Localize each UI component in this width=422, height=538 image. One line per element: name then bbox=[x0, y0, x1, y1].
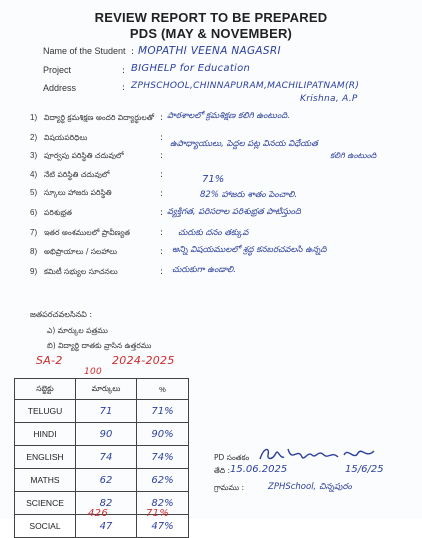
project-label: Project bbox=[43, 65, 72, 75]
date-value-2: 15/6/25 bbox=[345, 464, 384, 475]
q-number: 7) bbox=[30, 228, 38, 237]
q-number: 2) bbox=[30, 133, 38, 142]
colon: : bbox=[160, 208, 164, 218]
q-number: 1) bbox=[30, 113, 38, 122]
table-row bbox=[15, 446, 189, 469]
report-title: REVIEW REPORT TO BE PREPARED bbox=[94, 10, 328, 25]
village-label: గ్రామము : bbox=[214, 483, 245, 492]
q-text: కమిటీ సభ్యుల సూచనలు bbox=[44, 267, 118, 276]
table-row bbox=[15, 469, 189, 492]
percent-cell: 74% bbox=[137, 446, 189, 469]
q-answer: వ్యక్తిగత, పరిసరాల పరిశుభ్రత పాటిస్తుంది bbox=[167, 207, 301, 217]
max-marks: 100 bbox=[84, 367, 103, 377]
exam-year: 2024-2025 bbox=[112, 354, 175, 367]
column-header-subject: సబ్జెక్టు bbox=[15, 379, 76, 400]
marks-cell: 62 bbox=[76, 469, 137, 492]
colon: : bbox=[160, 170, 164, 180]
q-number: 8) bbox=[30, 247, 38, 256]
q-number: 6) bbox=[30, 208, 38, 217]
percent-cell: 71% bbox=[137, 400, 189, 423]
colon: : bbox=[160, 133, 164, 143]
evaluation-item-b: బి) విద్యార్థి దాతకు వ్రాసిన ఉత్తరము bbox=[47, 341, 152, 350]
signature-scribble bbox=[258, 443, 378, 465]
marks-cell: 90 bbox=[76, 423, 137, 446]
marks-cell: 71 bbox=[76, 400, 137, 423]
column-header-marks: మార్కులు bbox=[76, 379, 137, 400]
q-text: పరిశుభ్రత bbox=[44, 208, 72, 217]
colon: : bbox=[122, 83, 126, 93]
marks-cell: 82 bbox=[76, 492, 137, 515]
pd-signature-label: PD సంతకం bbox=[214, 453, 250, 462]
q-answer: 71% bbox=[202, 174, 225, 185]
subject-cell: ENGLISH bbox=[15, 446, 76, 469]
q-answer: 82% హాజరు శాతం పెంచాలి. bbox=[200, 190, 298, 200]
date-value: 15.06.2025 bbox=[230, 464, 288, 475]
q-text: ఇతర అంశములలో ప్రావీణ్యత bbox=[44, 228, 131, 237]
exam-label: SA-2 bbox=[36, 354, 63, 367]
subject-cell: MATHS bbox=[15, 469, 76, 492]
colon: : bbox=[160, 189, 164, 199]
q-answer-continued: కలిగి ఉంటుంది bbox=[330, 151, 377, 160]
q-answer: ఉపాధ్యాయులు, పెద్దల పట్ల వినయ విధేయత bbox=[170, 139, 318, 149]
colon: : bbox=[131, 47, 135, 57]
total-marks: 426 bbox=[88, 508, 108, 519]
report-subtitle: PDS (MAY & NOVEMBER) bbox=[129, 26, 293, 41]
table-row bbox=[15, 400, 189, 423]
evaluation-item-a: ఎ) మార్కుల పత్రము bbox=[47, 326, 108, 335]
student-name-label: Name of the Student bbox=[43, 46, 126, 56]
subject-cell: HINDI bbox=[15, 423, 76, 446]
q-number: 5) bbox=[30, 188, 38, 197]
q-answer: చురుకుగా ఉండాలి. bbox=[172, 265, 236, 275]
marks-cell: 47 bbox=[76, 515, 137, 538]
village-value: ZPHSchool, చిన్నపురం bbox=[268, 482, 352, 492]
colon: : bbox=[160, 267, 164, 277]
q-text: పూర్వపు పరిస్థితి చదువులో bbox=[44, 151, 124, 160]
colon: : bbox=[122, 66, 126, 76]
address-line-2: Krishna, A.P bbox=[300, 94, 358, 104]
evaluation-heading: జతపరచవలసినవి : bbox=[30, 310, 93, 319]
subject-cell: SOCIAL bbox=[15, 515, 76, 538]
table-row bbox=[15, 423, 189, 446]
q-number: 3) bbox=[30, 151, 38, 160]
colon: : bbox=[160, 247, 164, 257]
table-header-row bbox=[15, 379, 189, 400]
q-number: 4) bbox=[30, 170, 38, 179]
q-text: విషయపరిధిలు bbox=[44, 133, 88, 142]
q-text: అభిప్రాయాలు / సలహాలు bbox=[44, 247, 118, 256]
marks-cell: 74 bbox=[76, 446, 137, 469]
q-answer: చురుకు దనం తక్కువ bbox=[178, 228, 249, 238]
subject-cell: SCIENCE bbox=[15, 492, 76, 515]
address-line-1: ZPHSCHOOL,CHINNAPURAM,MACHILIPATNAM(R) bbox=[131, 81, 360, 91]
colon: : bbox=[160, 151, 164, 161]
colon: : bbox=[160, 228, 164, 238]
total-percent: 71% bbox=[146, 508, 170, 519]
date-label: తేది : bbox=[214, 466, 231, 475]
subject-cell: TELUGU bbox=[15, 400, 76, 423]
address-label: Address bbox=[43, 83, 77, 93]
q-answer: అన్ని విషయములలో శ్రద్ధ కనబరచవలసి ఉన్నది bbox=[172, 245, 327, 255]
percent-cell: 90% bbox=[137, 423, 189, 446]
q-text: నేటి పరిస్థితి చదువులో bbox=[44, 170, 110, 179]
column-header-percent: % bbox=[137, 379, 189, 400]
colon: : bbox=[160, 113, 164, 123]
project-value: BIGHELP for Education bbox=[131, 63, 251, 74]
percent-cell: 47% bbox=[137, 515, 189, 538]
q-number: 9) bbox=[30, 267, 38, 276]
percent-cell: 82% bbox=[137, 492, 189, 515]
q-text: విద్యార్థి క్రమశిక్షణ అందరి విద్యార్థులతో bbox=[44, 113, 155, 122]
student-name-value: MOPATHI VEENA NAGASRI bbox=[138, 45, 281, 57]
percent-cell: 62% bbox=[137, 469, 189, 492]
q-text: స్కూలు హాజరు పరిస్థితి bbox=[44, 188, 112, 197]
q-answer: పాఠశాలలో క్రమశిక్షణ కలిగి ఉంటుంది. bbox=[167, 111, 290, 121]
